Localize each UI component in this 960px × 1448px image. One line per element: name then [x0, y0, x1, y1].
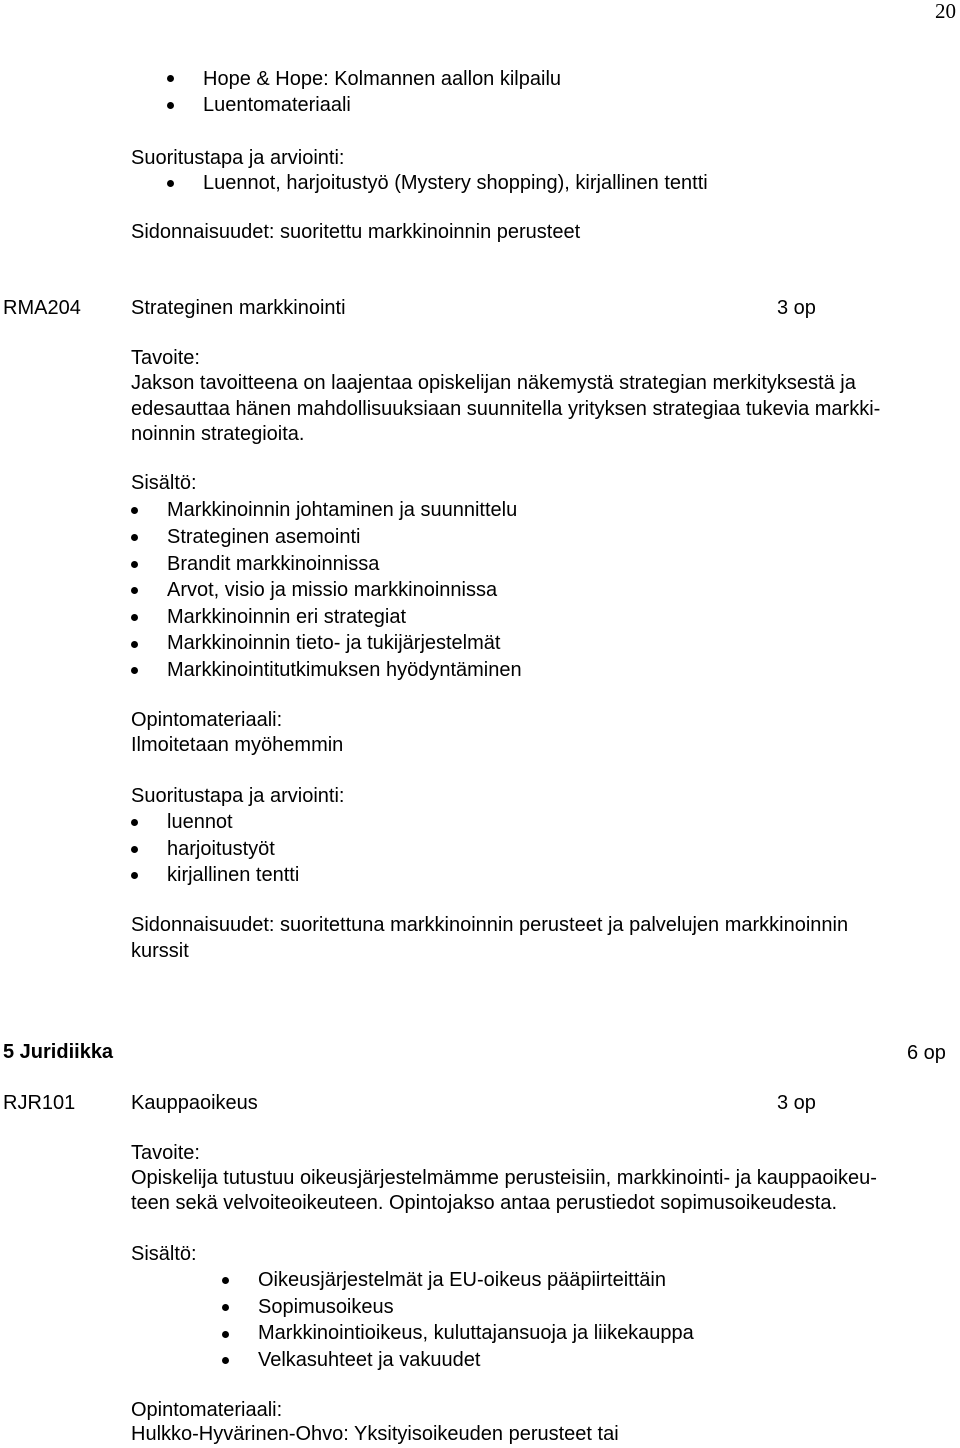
list-item: Markkinoinnin tieto- ja tukijärjestelmät	[167, 632, 501, 654]
bullet-icon	[131, 507, 138, 514]
material-text: Ilmoitetaan myöhemmin	[131, 734, 344, 756]
list-item: Velkasuhteet ja vakuudet	[258, 1349, 481, 1371]
list-item: Markkinointitutkimuksen hyödyntäminen	[167, 659, 522, 681]
paragraph-line: Jakson tavoitteena on laajentaa opiskelijan näkemystä strategian merkityksestä ja	[131, 372, 856, 394]
list-item: kirjallinen tentti	[167, 864, 300, 886]
bullet-icon	[167, 75, 174, 82]
list-item: Brandit markkinoinnissa	[167, 553, 380, 575]
list-item: Arvot, visio ja missio markkinoinnissa	[167, 579, 498, 601]
bullet-icon	[131, 872, 138, 879]
bullet-icon	[222, 1331, 229, 1338]
material-text: Hulkko-Hyvärinen-Ohvo: Yksityisoikeuden perusteet tai	[131, 1423, 619, 1445]
list-item: Oikeusjärjestelmät ja EU-oikeus pääpiirteittäin	[258, 1269, 666, 1291]
bullet-icon	[131, 667, 138, 674]
paragraph-line: teen sekä velvoiteoikeuteen. Opintojakso antaa perustiedot sopimusoikeudesta.	[131, 1192, 838, 1214]
course-credits: 3 op	[777, 1092, 816, 1114]
bullet-icon	[131, 819, 138, 826]
section-heading: Tavoite:	[131, 347, 200, 369]
course-title: Kauppaoikeus	[131, 1092, 258, 1114]
course-title: Strateginen markkinointi	[131, 297, 346, 319]
prerequisites-text: Sidonnaisuudet: suoritettuna markkinoinnin perusteet ja palvelujen markkinoinnin	[131, 914, 849, 936]
list-item: Luentomateriaali	[203, 94, 351, 116]
bullet-icon	[131, 846, 138, 853]
chapter-credits: 6 op	[907, 1042, 946, 1064]
section-heading: Sisältö:	[131, 1243, 197, 1265]
bullet-icon	[131, 587, 138, 594]
list-item: harjoitustyöt	[167, 838, 275, 860]
list-item: Markkinointioikeus, kuluttajansuoja ja liikekauppa	[258, 1322, 694, 1344]
bullet-icon	[222, 1357, 229, 1364]
bullet-icon	[222, 1277, 229, 1284]
prerequisites-text: Sidonnaisuudet: suoritettu markkinoinnin perusteet	[131, 221, 581, 243]
list-item: Luennot, harjoitustyö (Mystery shopping), kirjallinen tentti	[203, 172, 708, 194]
list-item: Markkinoinnin eri strategiat	[167, 606, 406, 628]
paragraph-line: noinnin strategioita.	[131, 423, 305, 445]
section-heading: Opintomateriaali:	[131, 1399, 283, 1421]
section-heading: Suoritustapa ja arviointi:	[131, 147, 345, 169]
prerequisites-text: kurssit	[131, 940, 189, 962]
paragraph-line: edesauttaa hänen mahdollisuuksiaan suunnitella yrityksen strategiaa tukevia markki-	[131, 398, 881, 420]
section-heading: Suoritustapa ja arviointi:	[131, 785, 345, 807]
course-code: RMA204	[3, 297, 81, 319]
section-heading: Tavoite:	[131, 1142, 200, 1164]
bullet-icon	[131, 614, 138, 621]
course-credits: 3 op	[777, 297, 816, 319]
course-code: RJR101	[3, 1092, 76, 1114]
list-item: Strateginen asemointi	[167, 526, 361, 548]
list-item: Markkinoinnin johtaminen ja suunnittelu	[167, 499, 518, 521]
bullet-icon	[131, 641, 138, 648]
chapter-heading: 5 Juridiikka	[3, 1041, 114, 1063]
bullet-icon	[167, 102, 174, 109]
bullet-icon	[131, 534, 138, 541]
bullet-icon	[167, 180, 174, 187]
section-heading: Opintomateriaali:	[131, 709, 283, 731]
bullet-icon	[222, 1304, 229, 1311]
list-item: Sopimusoikeus	[258, 1296, 394, 1318]
page-number: 20	[935, 0, 956, 23]
list-item: Hope & Hope: Kolmannen aallon kilpailu	[203, 68, 562, 90]
section-heading: Sisältö:	[131, 472, 197, 494]
bullet-icon	[131, 561, 138, 568]
list-item: luennot	[167, 811, 233, 833]
paragraph-line: Opiskelija tutustuu oikeusjärjestelmämme perusteisiin, markkinointi- ja kauppaoikeu-	[131, 1167, 877, 1189]
